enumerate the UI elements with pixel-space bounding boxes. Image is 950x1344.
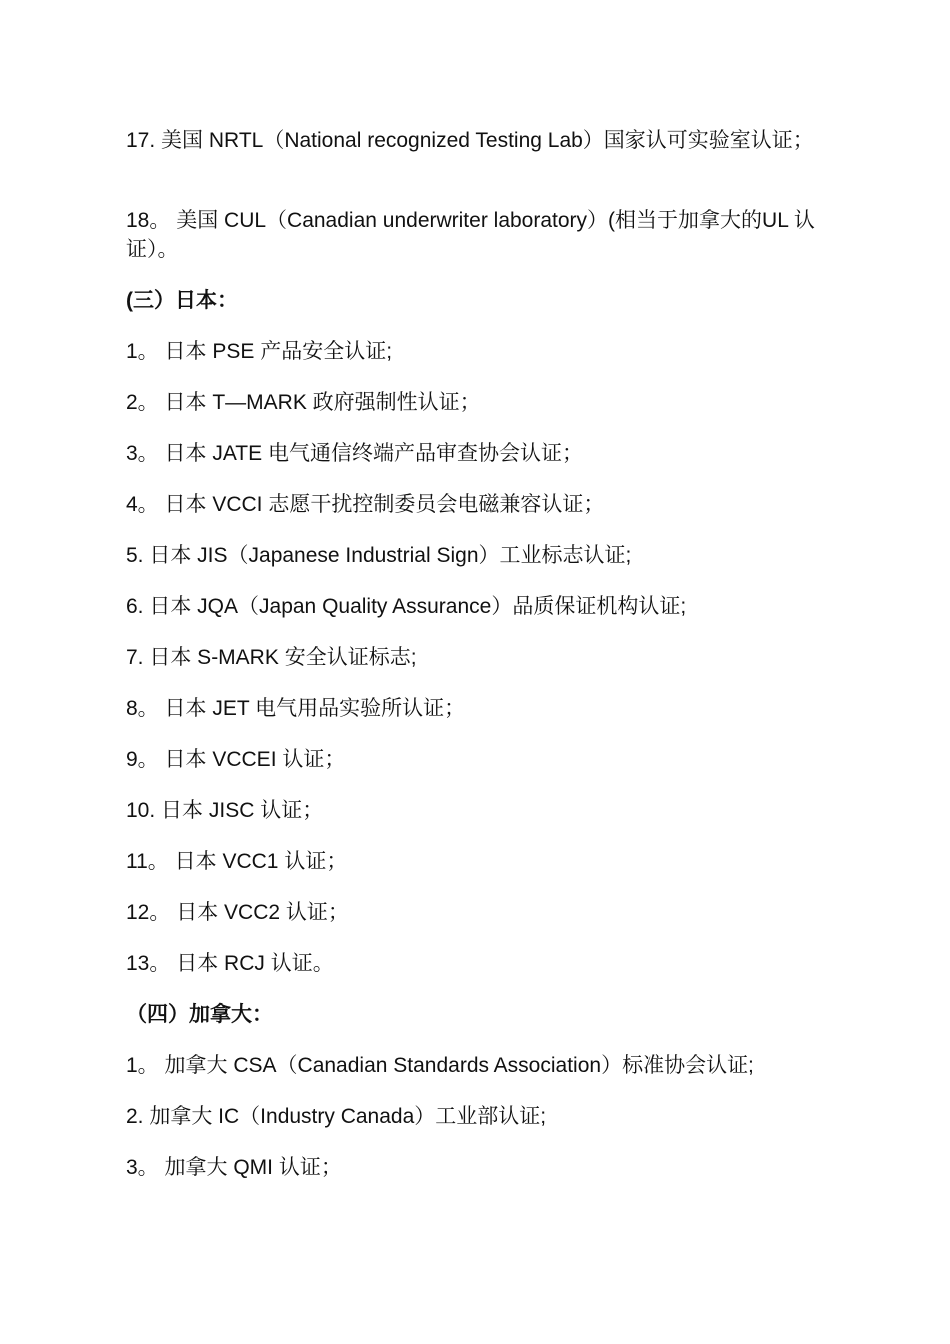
paragraph-canada-1: 1。 加拿大 CSA（Canadian Standards Association）标准协会认证;	[126, 1054, 754, 1077]
section-heading-japan: (三）日本：	[126, 289, 238, 312]
paragraph-japan-11: 11。 日本 VCC1 认证；	[126, 850, 348, 873]
paragraph-canada-3: 3。 加拿大 QMI 认证；	[126, 1156, 342, 1179]
paragraph-japan-12: 12。 日本 VCC2 认证；	[126, 901, 349, 924]
paragraph-japan-7: 7. 日本 S-MARK 安全认证标志;	[126, 646, 417, 669]
paragraph-japan-1: 1。 日本 PSE 产品安全认证;	[126, 340, 393, 363]
paragraph-japan-10: 10. 日本 JISC 认证；	[126, 799, 324, 822]
paragraph-japan-4: 4。 日本 VCCI 志愿干扰控制委员会电磁兼容认证；	[126, 493, 605, 516]
paragraph-japan-2: 2。 日本 T—MARK 政府强制性认证；	[126, 391, 481, 414]
paragraph-japan-9: 9。 日本 VCCEI 认证；	[126, 748, 346, 771]
paragraph-japan-8: 8。 日本 JET 电气用品实验所认证；	[126, 697, 466, 720]
paragraph-japan-5: 5. 日本 JIS（Japanese Industrial Sign）工业标志认证;	[126, 544, 632, 567]
paragraph-us-17: 17. 美国 NRTL（National recognized Testing Lab）国家认可实验室认证；	[126, 129, 814, 152]
paragraph-canada-2: 2. 加拿大 IC（Industry Canada）工业部认证;	[126, 1105, 547, 1128]
section-heading-canada: （四）加拿大：	[126, 1003, 273, 1026]
paragraph-japan-13: 13。 日本 RCJ 认证。	[126, 952, 334, 975]
document-body	[126, 126, 826, 1204]
paragraph-us-18: 18。 美国 CUL（Canadian underwriter laboratory）(相当于加拿大的UL 认证）。	[126, 209, 815, 261]
paragraph-japan-6: 6. 日本 JQA（Japan Quality Assurance）品质保证机构认证;	[126, 595, 687, 618]
paragraph-japan-3: 3。 日本 JATE 电气通信终端产品审查协会认证；	[126, 442, 583, 465]
